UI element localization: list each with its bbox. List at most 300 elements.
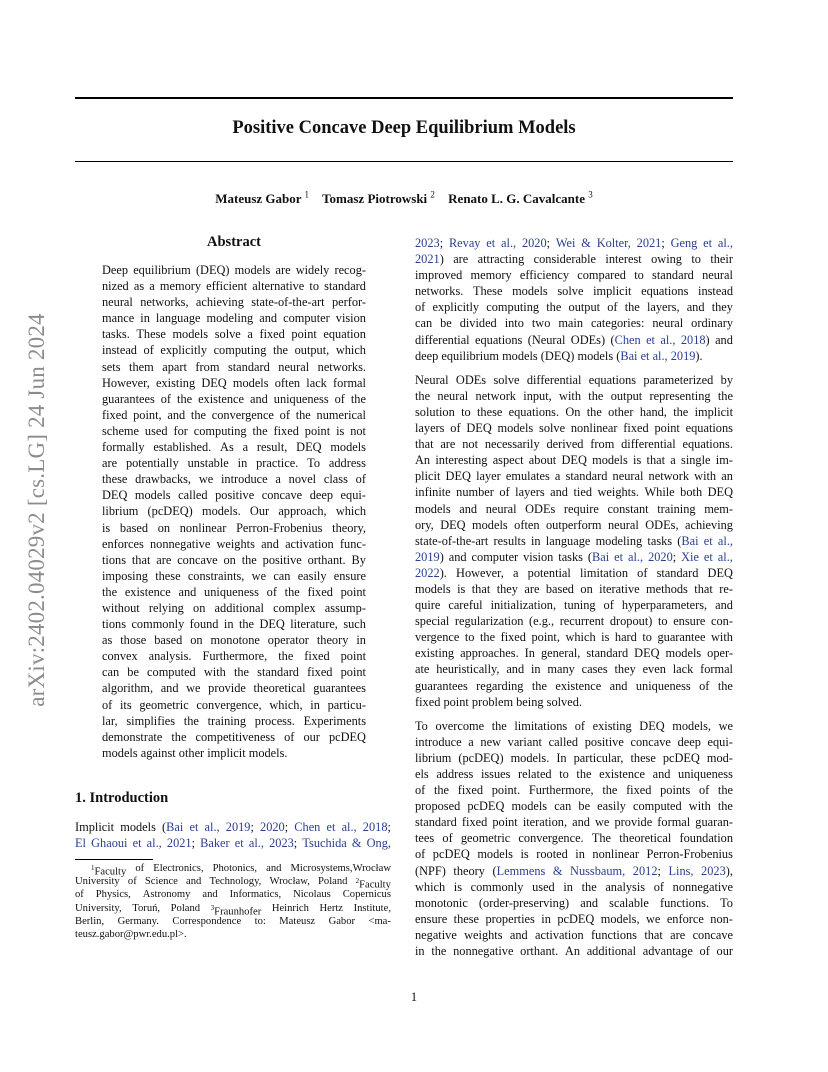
- word: of: [334, 391, 345, 406]
- word-part: iteration,: [522, 815, 568, 830]
- word-part: the: [431, 944, 447, 959]
- word: [363, 819, 391, 835]
- word: convergence: [211, 407, 274, 422]
- word-part: be: [578, 799, 591, 814]
- word-part: methods: [646, 581, 688, 596]
- word-part: of: [574, 718, 586, 733]
- word: [657, 501, 695, 517]
- word: [459, 501, 477, 517]
- citation-link[interactable]: et: [132, 836, 142, 851]
- word: [660, 895, 709, 911]
- citation-link[interactable]: &: [351, 836, 362, 851]
- word: [415, 766, 429, 782]
- citation-link[interactable]: al.,: [717, 236, 733, 250]
- citation-link[interactable]: Lins,: [668, 863, 694, 878]
- word: alternative: [252, 279, 305, 294]
- word-part: these: [476, 404, 503, 419]
- word: [480, 734, 501, 750]
- word: [147, 835, 162, 851]
- word: [704, 549, 713, 565]
- word: [415, 565, 447, 581]
- abstract-line: [102, 713, 366, 729]
- word: [647, 299, 680, 315]
- word-part: of: [415, 783, 426, 798]
- word: librium: [102, 504, 139, 519]
- word-part: in: [415, 944, 425, 959]
- word: [698, 283, 733, 299]
- word-part: of: [637, 565, 648, 580]
- word: [647, 533, 672, 549]
- word: guarantees: [102, 391, 155, 406]
- word: [646, 911, 660, 927]
- word: [581, 235, 591, 251]
- word-part: interest: [605, 252, 642, 267]
- citation-link[interactable]: 2020: [648, 549, 673, 564]
- word-part: implicit: [593, 284, 632, 299]
- word: [448, 597, 482, 613]
- word: [415, 581, 451, 597]
- citation-link[interactable]: al.,: [341, 820, 357, 834]
- word-part: are: [524, 581, 540, 596]
- body-line: [415, 798, 733, 814]
- citation-link[interactable]: et: [703, 549, 713, 564]
- word: [633, 798, 682, 814]
- word: process.: [254, 713, 295, 728]
- abstract-line: [102, 407, 366, 423]
- body-line: [415, 895, 733, 911]
- word: Perron-Frobenius: [236, 520, 323, 535]
- word: networks,: [140, 295, 189, 310]
- word: [563, 879, 573, 895]
- word-part: models: [415, 581, 451, 596]
- word-part: that: [415, 437, 434, 452]
- word-part: and: [572, 815, 590, 830]
- word: neural: [102, 295, 133, 310]
- citation-link[interactable]: 2018: [680, 332, 706, 347]
- word-part: the: [588, 388, 604, 403]
- citation-link[interactable]: et: [234, 836, 244, 851]
- word-part: equations.: [508, 404, 560, 419]
- word-part: uniqueness: [635, 678, 691, 693]
- word-part: ory,: [415, 517, 434, 532]
- word: [477, 846, 513, 862]
- word-part: mem-: [704, 501, 733, 516]
- word: [680, 484, 702, 500]
- abstract-line: [102, 616, 366, 632]
- word: [565, 943, 580, 959]
- word-part: functions: [591, 927, 637, 942]
- word-part: layers,: [646, 300, 680, 315]
- citation-link[interactable]: Geng: [670, 236, 698, 250]
- word: [593, 718, 632, 734]
- word: existence: [198, 391, 244, 406]
- word-part: to: [559, 767, 569, 781]
- word: perfor-: [331, 295, 366, 310]
- word: activation: [285, 536, 334, 551]
- word: [75, 819, 114, 835]
- citation-link[interactable]: et: [189, 820, 199, 834]
- word: [446, 468, 471, 484]
- word: [492, 718, 507, 734]
- word: as: [133, 279, 145, 294]
- citation-link[interactable]: 2021: [166, 836, 192, 851]
- word: memory: [159, 279, 202, 294]
- word: [647, 452, 666, 468]
- word-part: ;: [284, 820, 289, 834]
- word-part: models,: [600, 911, 640, 926]
- word: [547, 661, 574, 677]
- citation-link[interactable]: &: [581, 236, 591, 250]
- word-part: parameterized: [643, 372, 714, 387]
- citation-link[interactable]: Revay: [448, 236, 481, 250]
- word: [599, 581, 639, 597]
- word: imposing: [102, 568, 148, 583]
- word-part: additional: [586, 944, 637, 959]
- body-line: [415, 766, 733, 782]
- paragraph: [415, 718, 733, 959]
- word: [671, 235, 698, 251]
- word-part: the: [546, 300, 562, 315]
- word: [569, 299, 601, 315]
- word: [687, 299, 705, 315]
- word-part: of: [607, 300, 618, 315]
- word: [702, 267, 733, 283]
- word: Copernicus: [342, 889, 391, 901]
- word-part: and: [652, 767, 671, 781]
- word: [546, 299, 561, 315]
- citation-link[interactable]: 2018: [362, 820, 388, 834]
- word-part: weights: [464, 927, 503, 942]
- word: them: [129, 359, 154, 374]
- word: achieving: [195, 295, 244, 310]
- citation-link[interactable]: Ghaoui: [91, 836, 128, 851]
- word: [650, 388, 711, 404]
- word-part: activation: [535, 927, 584, 942]
- word-part: are: [453, 252, 469, 267]
- word: [456, 484, 494, 500]
- word: [435, 452, 487, 468]
- word-part: is: [453, 879, 463, 894]
- word: [720, 895, 733, 911]
- citation-link[interactable]: Tsuchida: [302, 836, 347, 851]
- affiliations-footnote: [75, 862, 391, 941]
- word: of: [160, 391, 172, 406]
- word: University: [75, 876, 120, 888]
- word: a: [242, 440, 249, 455]
- citation-link[interactable]: 2019: [415, 549, 440, 564]
- citation-link[interactable]: al.,: [717, 549, 733, 564]
- word: [553, 863, 563, 879]
- citation-link[interactable]: al.,: [717, 533, 733, 548]
- word-part: convergence.: [518, 831, 584, 846]
- word: [541, 645, 580, 661]
- word-part: aspect: [492, 453, 524, 468]
- introduction-left-text: [75, 819, 391, 851]
- word-part: emulates: [505, 469, 550, 484]
- citation-link[interactable]: Lemmens: [496, 863, 546, 878]
- citation-link[interactable]: 2020: [260, 820, 285, 834]
- citation-link[interactable]: 2023: [269, 836, 294, 851]
- word: [260, 819, 288, 835]
- word: potentially: [125, 456, 179, 471]
- citation-link[interactable]: al.,: [248, 836, 264, 851]
- word-part: hand,: [639, 404, 667, 419]
- word-part: formal: [700, 662, 733, 677]
- body-line: [415, 283, 733, 299]
- citation-link[interactable]: et: [703, 236, 713, 250]
- word-part: careful: [448, 598, 483, 613]
- word: tasks.: [102, 327, 130, 342]
- word: [660, 782, 690, 798]
- word: [630, 750, 655, 766]
- word: [466, 420, 491, 436]
- word-part: iterative: [599, 581, 640, 596]
- word: commonly: [131, 617, 185, 632]
- citation-link[interactable]: Bai: [166, 820, 184, 834]
- word-part: efficiency: [519, 268, 570, 283]
- citation-link[interactable]: Xie: [681, 549, 699, 564]
- word: [494, 533, 526, 549]
- word-part: ;: [293, 836, 298, 851]
- word-part: con-: [711, 614, 733, 629]
- word-part: existing: [415, 646, 455, 661]
- word-part: standard: [415, 815, 457, 830]
- word: are: [102, 456, 118, 471]
- word: [189, 819, 198, 835]
- word-part: advantage: [642, 944, 693, 959]
- word-part: the: [717, 783, 733, 798]
- word-part: uniqueness: [678, 767, 733, 781]
- word-part: to: [461, 404, 471, 419]
- word: of: [143, 343, 154, 358]
- word: uniqueness: [204, 584, 259, 599]
- word-part: Furthermore,: [528, 783, 594, 798]
- word: Faculty: [359, 879, 391, 891]
- affiliation-mark: 1: [91, 864, 95, 872]
- word: from: [195, 359, 220, 374]
- citation-link[interactable]: al.,: [660, 332, 676, 347]
- word: [626, 782, 651, 798]
- word-part: ensure: [415, 911, 448, 926]
- citation-link[interactable]: Nussbaum,: [570, 863, 626, 878]
- page-number: 1: [410, 990, 418, 1004]
- word: [467, 798, 504, 814]
- word: [660, 332, 675, 348]
- word: geometric: [139, 697, 189, 712]
- word: [529, 452, 556, 468]
- word: competitiveness: [195, 729, 276, 744]
- word: [590, 436, 614, 452]
- word-part: tasks: [558, 549, 583, 564]
- citation-link[interactable]: El: [75, 836, 86, 851]
- word-part: can: [554, 799, 572, 814]
- word: [415, 436, 434, 452]
- word-part: the: [673, 404, 689, 419]
- word: [449, 549, 467, 565]
- citation-link[interactable]: Baker: [200, 836, 230, 851]
- word-part: modeling: [595, 533, 643, 548]
- word: [550, 484, 568, 500]
- word: Astronomy: [142, 889, 191, 901]
- word: fixed: [307, 584, 333, 599]
- word: [571, 332, 605, 348]
- word: DEQ: [102, 488, 128, 503]
- word: [703, 235, 712, 251]
- abstract-line: [102, 697, 366, 713]
- citation-link[interactable]: 2023: [701, 863, 726, 878]
- word-part: network: [648, 469, 689, 484]
- citation-link[interactable]: Bai: [592, 549, 610, 564]
- word: and: [249, 391, 268, 406]
- word: [556, 235, 576, 251]
- word: [645, 517, 678, 533]
- word: [558, 549, 583, 565]
- word: [511, 750, 550, 766]
- word: [572, 814, 590, 830]
- word: [637, 565, 647, 581]
- word-part: computing: [486, 300, 540, 315]
- body-line: [415, 501, 733, 517]
- citation-link[interactable]: et: [486, 236, 496, 250]
- word: [707, 750, 733, 766]
- citation-link[interactable]: Chen: [614, 332, 641, 347]
- word: To: [307, 456, 321, 471]
- word: [565, 629, 595, 645]
- word: [613, 468, 644, 484]
- word-part: ;: [546, 236, 551, 250]
- word-part: initialization,: [490, 598, 557, 613]
- word: [499, 484, 509, 500]
- word: [578, 798, 590, 814]
- word: [415, 863, 446, 879]
- citation-link[interactable]: Bai et al., 2019: [620, 348, 696, 363]
- abstract-line: [102, 520, 366, 536]
- word-part: about: [528, 453, 557, 468]
- word-part: equations.: [682, 437, 733, 452]
- word: Technology,: [209, 876, 262, 888]
- word: [460, 315, 497, 331]
- word: [689, 798, 711, 814]
- word-part: and: [715, 598, 733, 613]
- word: a: [275, 472, 281, 487]
- word: [536, 846, 568, 862]
- citation-link[interactable]: Bai: [681, 533, 699, 548]
- word-part: the: [479, 630, 496, 645]
- word: [415, 814, 457, 830]
- author-1: Mateusz Gabor $^1$: [215, 190, 310, 207]
- citation-link[interactable]: 2012: [632, 863, 658, 878]
- word: [531, 661, 541, 677]
- citation-link[interactable]: Wei: [555, 236, 576, 250]
- footnote-line: [75, 888, 391, 901]
- word: equilibrium: [133, 263, 191, 277]
- word-part: (pcDEQ): [458, 750, 504, 765]
- word: [415, 517, 434, 533]
- abstract-line: [102, 584, 366, 600]
- word: concave: [261, 488, 303, 503]
- word-part: ;: [191, 836, 196, 851]
- word-part: While: [644, 485, 675, 500]
- word-part: standard: [586, 646, 629, 661]
- word: the: [278, 649, 294, 664]
- text-run: fixed point problem being solved.: [415, 694, 582, 709]
- word-part: (: [492, 863, 497, 878]
- word-part: of: [442, 831, 453, 846]
- citation-link[interactable]: et: [326, 820, 336, 834]
- word: those: [120, 633, 147, 648]
- citation-link[interactable]: &: [552, 863, 563, 878]
- citation-link[interactable]: 2020: [521, 236, 547, 250]
- citation-link[interactable]: 2021: [415, 252, 440, 267]
- word-part: two: [531, 316, 551, 331]
- word-part: with: [559, 388, 581, 403]
- affiliation-mark: 3: [210, 903, 215, 912]
- word: of: [127, 876, 137, 888]
- word: [453, 251, 468, 267]
- citation-link[interactable]: al.,: [146, 836, 162, 851]
- citation-link[interactable]: Ong,: [366, 836, 391, 851]
- word: Informatics,: [229, 889, 282, 901]
- word-part: An: [564, 944, 580, 959]
- body-line: [415, 734, 733, 750]
- citation-link[interactable]: 2022: [415, 565, 440, 580]
- citation-link[interactable]: Chen: [294, 820, 321, 834]
- abstract-body: [102, 262, 366, 761]
- word-part: models: [415, 501, 451, 516]
- word: [601, 629, 609, 645]
- body-line: [415, 863, 733, 879]
- word-part: pcDEQ: [432, 847, 470, 862]
- citation-link[interactable]: 2021: [636, 236, 662, 250]
- word-part: An: [415, 453, 431, 468]
- word: [718, 388, 733, 404]
- word: to: [309, 279, 320, 294]
- word: [532, 315, 551, 331]
- word-part: recurrent: [559, 614, 605, 629]
- word: [643, 661, 666, 677]
- word: [539, 420, 565, 436]
- citation-link[interactable]: al.,: [628, 549, 644, 564]
- word: Deep: [102, 263, 129, 277]
- arxiv-stamp: arXiv:2402.04029v2 [cs.LG] 24 Jun 2024: [24, 313, 49, 707]
- word-part: provide: [614, 815, 653, 830]
- word: [415, 404, 455, 420]
- citation-link[interactable]: 2019: [225, 820, 251, 834]
- word: [591, 315, 644, 331]
- word: of: [75, 889, 84, 901]
- citation-link[interactable]: et: [646, 332, 655, 347]
- citation-link[interactable]: 2023: [415, 236, 440, 250]
- word: [454, 911, 479, 927]
- citation-link[interactable]: al.,: [204, 820, 220, 834]
- abstract-line: [102, 503, 366, 519]
- word: [666, 645, 702, 661]
- word-part: network: [475, 388, 516, 403]
- citation-link[interactable]: al.,: [501, 236, 517, 250]
- citation-link[interactable]: et: [614, 549, 624, 564]
- word: [415, 299, 425, 315]
- citation-link[interactable]: et: [703, 533, 713, 548]
- body-line: [415, 597, 733, 613]
- word: convex: [102, 649, 138, 664]
- citation-link[interactable]: Kolter,: [596, 236, 631, 250]
- word: existing: [156, 375, 196, 390]
- word-part: an: [721, 469, 733, 484]
- author-2: Tomasz Piotrowski $^2$: [322, 190, 435, 207]
- word: tions: [102, 617, 127, 632]
- word: approach,: [278, 504, 327, 519]
- word: [486, 501, 517, 517]
